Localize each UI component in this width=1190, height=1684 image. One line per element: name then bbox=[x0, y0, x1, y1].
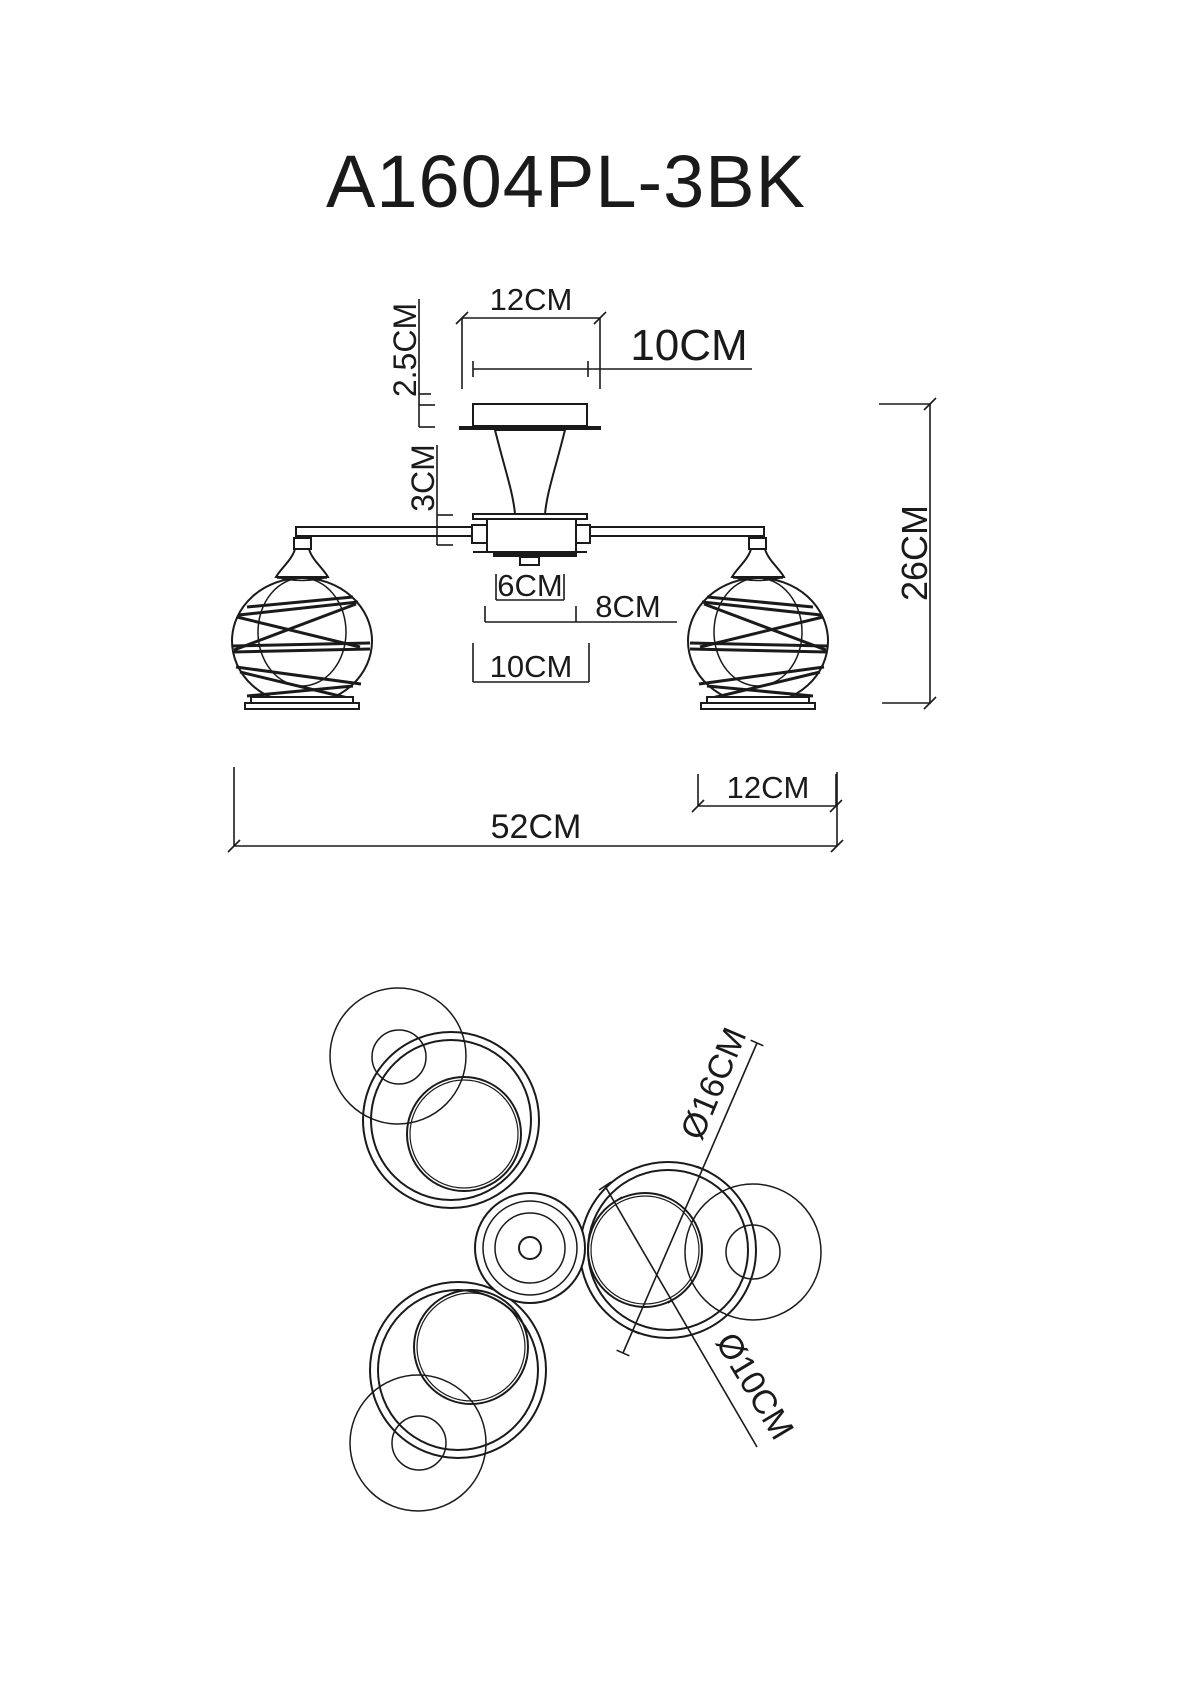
wire-decor bbox=[690, 597, 827, 699]
plan-glass-circle bbox=[407, 1077, 521, 1191]
ceiling-canopy bbox=[473, 404, 587, 426]
right-socket-bell bbox=[732, 549, 784, 577]
dim-label-canopy-width: 12CM bbox=[489, 282, 573, 317]
plan-lamp-bottom-left bbox=[350, 1282, 546, 1511]
dim-label-canopy-inner: 10CM bbox=[489, 649, 573, 684]
dim-canopy-width bbox=[456, 282, 606, 389]
dim-hub-width bbox=[496, 568, 564, 603]
dim-label-overall-width: 52CM bbox=[490, 808, 582, 846]
dim-label-ring-diameter: Ø16CM bbox=[673, 1022, 755, 1146]
plan-lamp-top-left bbox=[330, 988, 539, 1208]
wire-decor bbox=[233, 597, 370, 699]
right-arm bbox=[589, 527, 764, 536]
product-code-title: A1604PL-3BK bbox=[325, 140, 807, 223]
plan-glass-circle bbox=[414, 1290, 528, 1404]
dim-label-canopy-height: 2.5CM bbox=[387, 302, 423, 398]
dim-label-hub-height: 3CM bbox=[405, 444, 441, 512]
left-shade-globe bbox=[232, 578, 372, 709]
hub-nipple bbox=[520, 557, 539, 565]
plan-ring-inner bbox=[378, 1290, 538, 1450]
plan-canopy bbox=[475, 1193, 585, 1303]
left-socket-bell bbox=[276, 549, 328, 577]
plan-shade-circle bbox=[685, 1184, 821, 1320]
dim-canopy-height bbox=[387, 299, 435, 427]
dim-label-shade-diameter: Ø10CM bbox=[707, 1326, 801, 1447]
hub-left-connector bbox=[472, 525, 487, 543]
dim-label-overall-height: 26CM bbox=[894, 504, 935, 602]
plan-glass-inner bbox=[591, 1196, 699, 1304]
globe-base-rim bbox=[701, 703, 815, 709]
dim-canopy-inner bbox=[473, 643, 589, 684]
dim-canopy-offset bbox=[473, 321, 752, 377]
front-view-dimensions bbox=[228, 282, 936, 852]
dim-shade-width bbox=[692, 770, 842, 812]
plan-glass-inner bbox=[410, 1080, 518, 1188]
dim-overall-height bbox=[879, 398, 936, 709]
dim-label-canopy-offset: 10CM bbox=[630, 321, 748, 370]
right-shade-globe bbox=[688, 578, 828, 709]
plan-shade-circle bbox=[350, 1375, 486, 1511]
left-arm bbox=[296, 527, 473, 536]
left-arm-mount bbox=[294, 538, 311, 549]
dim-shade-diameter bbox=[599, 1182, 801, 1447]
plan-shade-circle bbox=[330, 988, 466, 1124]
central-hub bbox=[487, 519, 576, 552]
plan-canopy-outer bbox=[475, 1193, 585, 1303]
globe-base-rim bbox=[245, 703, 359, 709]
dim-label-hub-width: 6CM bbox=[497, 568, 563, 603]
dim-label-shade-width: 12CM bbox=[726, 770, 810, 805]
right-arm-mount bbox=[749, 538, 766, 549]
plan-ring-outer bbox=[363, 1032, 539, 1208]
stem-trumpet bbox=[495, 430, 565, 514]
plan-lamp-right bbox=[580, 1162, 821, 1338]
hub-right-connector bbox=[576, 525, 590, 543]
plan-ring-inner bbox=[371, 1040, 531, 1200]
dim-label-arm-section: 8CM bbox=[595, 589, 661, 624]
